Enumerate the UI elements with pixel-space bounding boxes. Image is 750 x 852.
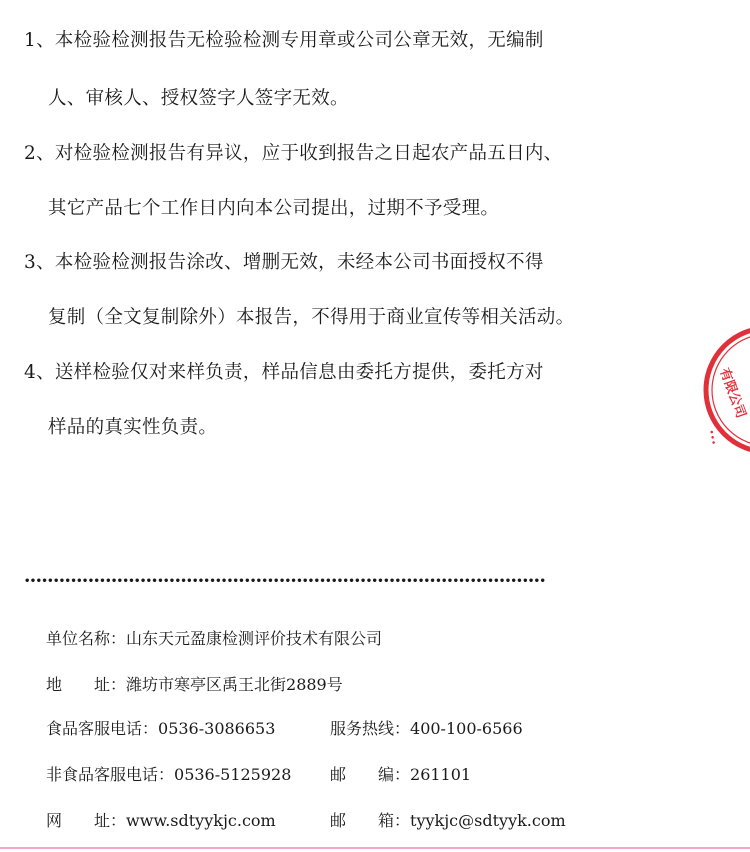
note-1-line-2: 人、审核人、授权签字人签字无效。: [48, 88, 349, 109]
note-2-line-2: 其它产品七个工作日内向本公司提出，过期不予受理。: [48, 198, 500, 219]
nonfood-phone-value: 0536-5125928: [174, 765, 292, 784]
nonfood-phone-row: [46, 762, 291, 785]
note-3-line-2: 复制（全文复制除外）本报告，不得用于商业宣传等相关活动。: [48, 307, 575, 328]
address-label: 地 址：: [46, 675, 127, 694]
address-value: 潍坊市寒亭区禹王北街2889号: [126, 675, 343, 694]
postcode-label: 邮 编：: [330, 765, 411, 784]
unit-name-value: 山东天元盈康检测评价技术有限公司: [126, 629, 383, 648]
address-row: [46, 672, 343, 695]
email-label: 邮 箱：: [330, 811, 411, 830]
website-label: 网 址：: [46, 811, 127, 830]
email-row: [330, 808, 566, 831]
food-phone-row: [46, 716, 275, 739]
website-row: [46, 808, 276, 831]
unit-name-label: 单位名称：: [46, 629, 127, 648]
company-seal: [700, 318, 750, 464]
website-link[interactable]: www.sdtyykjc.com: [126, 811, 276, 830]
seal-text: 有限公司: [716, 366, 749, 421]
hotline-row: [330, 716, 523, 739]
food-phone-label: 食品客服电话：: [46, 719, 159, 738]
postcode-row: [330, 762, 471, 785]
postcode-value: 261101: [410, 765, 472, 784]
note-1-line-1: 1、本检验检测报告无检验检测专用章或公司公章无效，无编制: [24, 30, 544, 51]
note-2-line-1: 2、对检验检测报告有异议，应于收到报告之日起农产品五日内、: [24, 143, 563, 164]
dotted-divider: ••••••••••••••••••••••••••••••••••••••••••••••••••••••••••••••••••••••••••••••••••••••••••: [24, 576, 546, 587]
food-phone-value: 0536-3086653: [158, 719, 276, 738]
note-3-line-1: 3、本检验检测报告涂改、增删无效，未经本公司书面授权不得: [24, 252, 544, 273]
hotline-value: 400-100-6566: [410, 719, 523, 738]
bottom-rule: [0, 847, 750, 849]
note-4-line-1: 4、送样检验仅对来样负责，样品信息由委托方提供，委托方对: [24, 362, 544, 383]
hotline-label: 服务热线：: [330, 719, 411, 738]
nonfood-phone-label: 非食品客服电话：: [46, 765, 175, 784]
unit-name-row: [46, 626, 382, 649]
svg-text:•••: •••: [705, 428, 718, 447]
email-link[interactable]: tyykjc@sdtyyk.com: [410, 811, 566, 830]
note-4-line-2: 样品的真实性负责。: [48, 417, 218, 438]
